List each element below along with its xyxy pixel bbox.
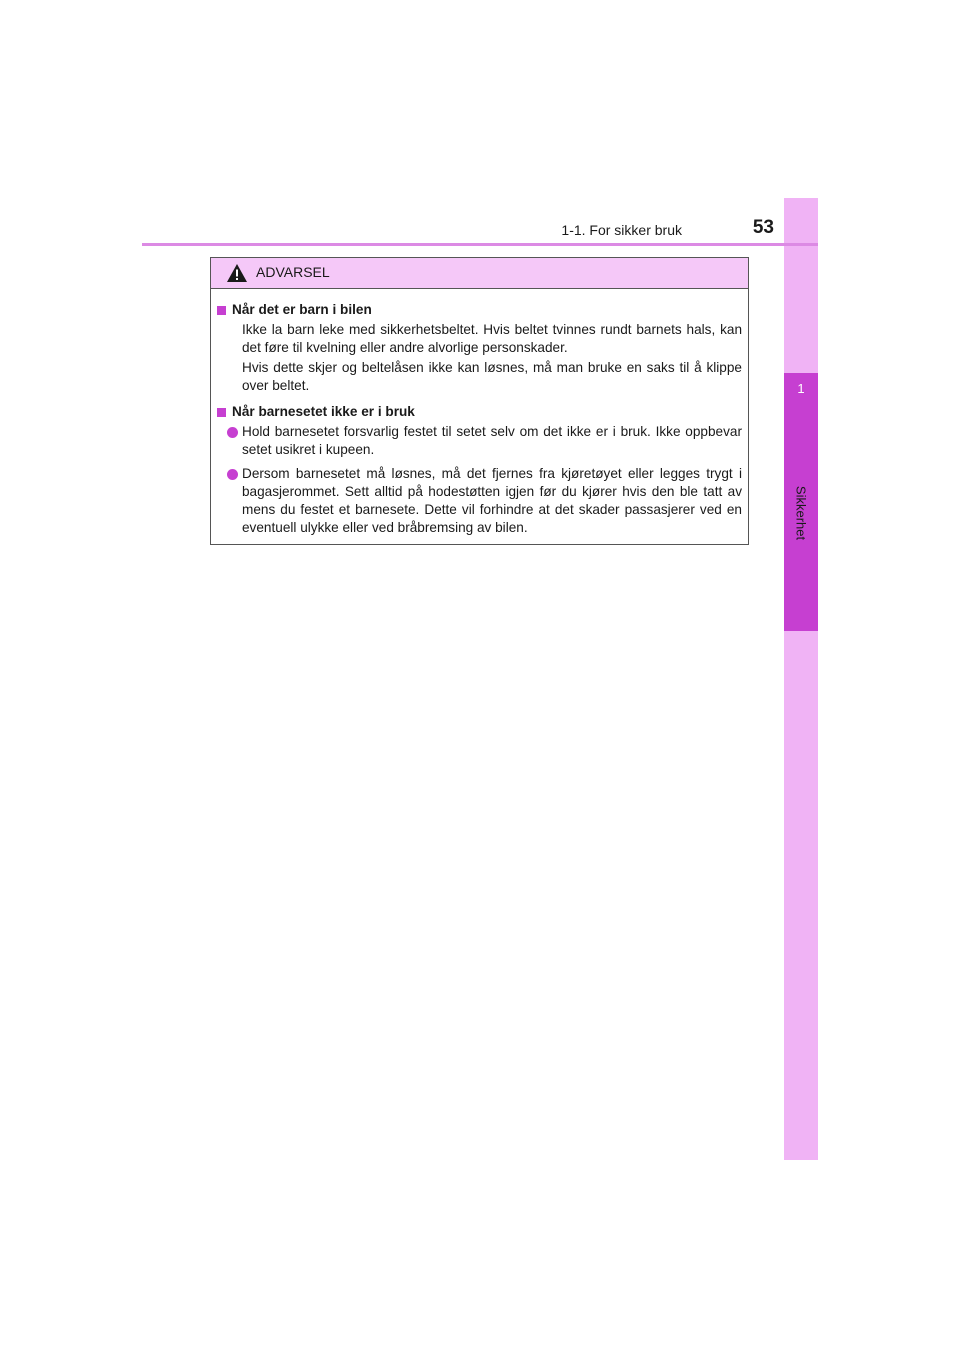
warning-triangle-icon <box>226 263 248 283</box>
warning-header <box>211 258 748 289</box>
list-item-text: Dersom barnesetet må løsnes, må det fjernes fra kjøretøyet eller legges trygt i bagasjerommet. Sett alltid på hodestøtten igjen før du kjører hvis den ble tatt av mens du festet et barnesete. Dette vil forhindre at det skader passasjerer ved en eventuell ulykke eller ved bråbremsing av bilen. <box>242 466 742 535</box>
chapter-side-strip <box>784 198 818 1160</box>
section-title: 1-1. For sikker bruk <box>561 222 682 238</box>
paragraph: Hvis dette skjer og beltelåsen ikke kan løsnes, må man bruke en saks til å klippe over beltet. <box>242 360 742 393</box>
warning-box <box>210 257 749 545</box>
page-number: 53 <box>752 217 774 238</box>
chapter-title-text: Sikkerhet <box>793 485 809 541</box>
square-bullet-icon <box>217 408 226 417</box>
section-paragraphs <box>242 321 742 395</box>
warning-label: ADVARSEL <box>256 264 330 280</box>
header-rule <box>142 243 818 246</box>
paragraph: Ikke la barn leke med sikkerhetsbeltet. Hvis beltet tvinnes rundt barnets hals, kan det føre til kvelning eller andre alvorlige personskader. <box>242 322 742 355</box>
chapter-number: 1 <box>797 381 805 396</box>
round-bullet-icon <box>227 427 238 438</box>
chapter-title <box>784 458 818 568</box>
warning-body <box>211 289 748 537</box>
section-heading-text: Når barnesetet ikke er i bruk <box>232 404 415 419</box>
section-heading <box>217 403 742 421</box>
section-heading-text: Når det er barn i bilen <box>232 302 372 317</box>
square-bullet-icon <box>217 306 226 315</box>
section-heading <box>217 301 742 319</box>
list-item <box>227 423 742 459</box>
round-bullet-icon <box>227 469 238 480</box>
list-item <box>227 465 742 537</box>
list-item-text: Hold barnesetet forsvarlig festet til setet selv om det ikke er i bruk. Ikke oppbevar setet usikret i kupeen. <box>242 424 742 457</box>
